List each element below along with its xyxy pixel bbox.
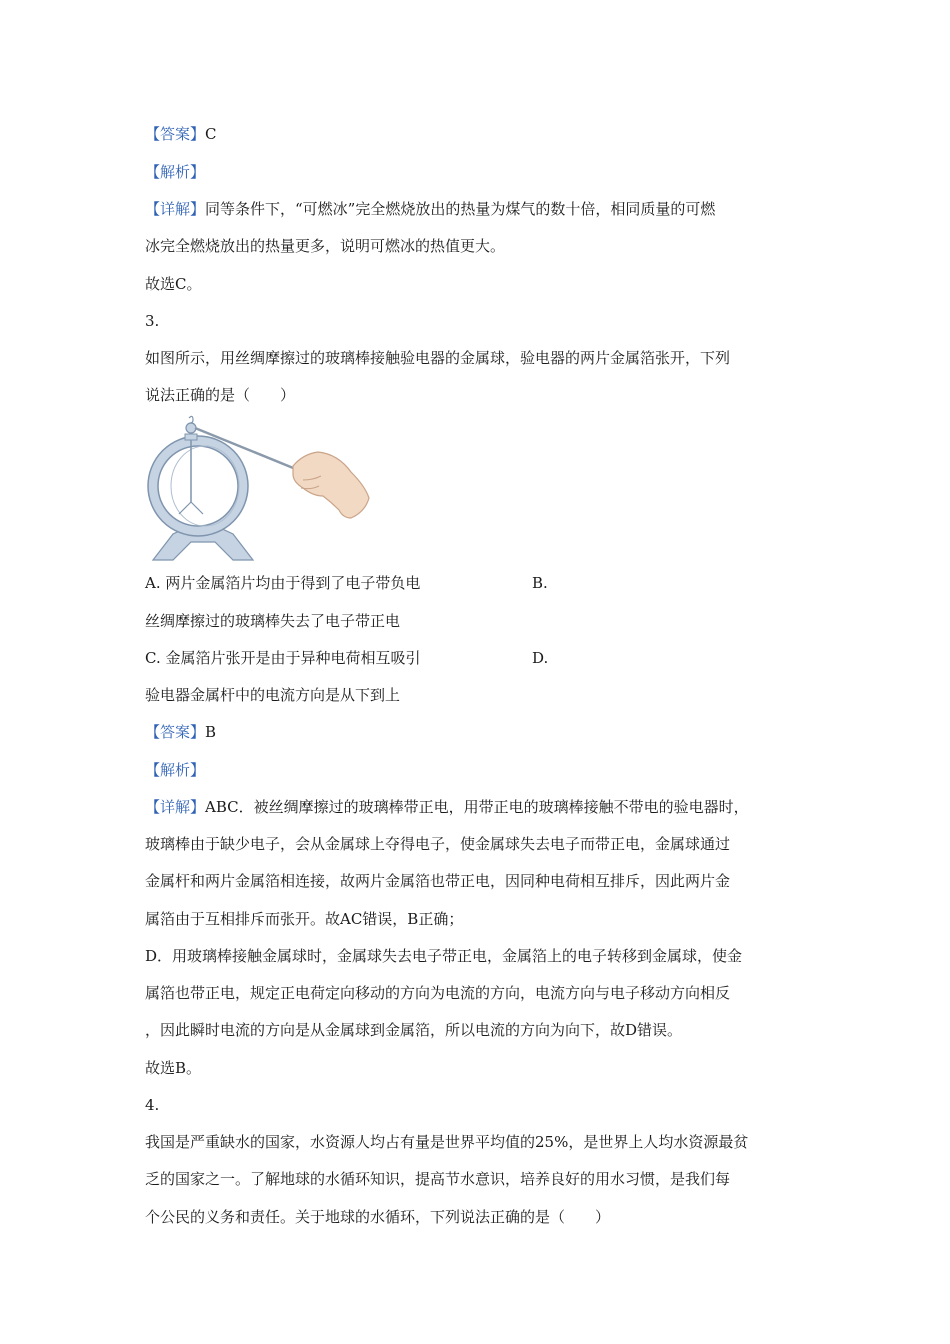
detail-tag: 【详解】 xyxy=(145,200,206,218)
q4-stem-line2: 乏的国家之一。了解地球的水循环知识，提高节水意识，培养良好的用水习惯，是我们每 xyxy=(145,1170,731,1188)
q4-number: 4. xyxy=(145,1096,160,1114)
q3-stem-line1: 如图所示，用丝绸摩擦过的玻璃棒接触验电器的金属球，验电器的两片金属箔张开，下列 xyxy=(145,349,731,367)
q3-option-d-text: 验电器金属杆中的电流方向是从下到上 xyxy=(145,686,401,704)
answer-tag: 【答案】 xyxy=(145,125,206,143)
q2-detail-line2: 冰完全燃烧放出的热量更多，说明可燃冰的热值更大。 xyxy=(145,237,506,255)
electroscope-figure xyxy=(143,414,373,564)
q4-stem-line3: 个公民的义务和责任。关于地球的水循环，下列说法正确的是（ ） xyxy=(145,1208,611,1226)
q3-detail-line7: ，因此瞬时电流的方向是从金属球到金属箔，所以电流的方向为向下，故D错误。 xyxy=(145,1021,683,1039)
q3-option-d-label: D. xyxy=(532,649,549,667)
q2-answer-line xyxy=(145,124,217,144)
q3-detail-line1: 【详解】ABC．被丝绸摩擦过的玻璃棒带正电，用带正电的玻璃棒接触不带电的验电器时， xyxy=(145,798,749,816)
q2-detail-line1: 【详解】同等条件下，“可燃冰”完全燃烧放出的热量为煤气的数十倍，相同质量的可燃 xyxy=(145,200,716,218)
q3-option-c: C. 金属箔片张开是由于异种电荷相互吸引 xyxy=(145,649,421,667)
q3-stem-line2: 说法正确的是（ ） xyxy=(145,386,296,404)
q2-conclusion: 故选C。 xyxy=(145,275,202,293)
answer-value: B xyxy=(205,723,217,741)
q3-detail-line6: 属箔也带正电，规定正电荷定向移动的方向为电流的方向，电流方向与电子移动方向相反 xyxy=(145,984,731,1002)
q3-detail-line4: 属箔由于互相排斥而张开。故AC错误，B正确； xyxy=(145,910,464,928)
q3-answer-line xyxy=(145,722,216,742)
q3-number: 3. xyxy=(145,312,160,330)
q3-option-b-text: 丝绸摩擦过的玻璃棒失去了电子带正电 xyxy=(145,612,401,630)
q3-option-a: A. 两片金属箔片均由于得到了电子带负电 xyxy=(145,574,421,592)
q3-option-b-label: B. xyxy=(532,574,548,592)
q3-detail-line3: 金属杆和两片金属箔相连接，故两片金属箔也带正电，因同种电荷相互排斥，因此两片金 xyxy=(145,872,731,890)
detail-tag: 【详解】 xyxy=(145,798,206,816)
q2-analysis-tag: 【解析】 xyxy=(145,163,206,181)
q3-detail-line2: 玻璃棒由于缺少电子，会从金属球上夺得电子，使金属球失去电子而带正电，金属球通过 xyxy=(145,835,731,853)
answer-value: C xyxy=(205,125,217,143)
answer-tag: 【答案】 xyxy=(145,723,206,741)
q3-analysis-tag: 【解析】 xyxy=(145,761,206,779)
q3-conclusion: 故选B。 xyxy=(145,1059,202,1077)
q4-stem-line1: 我国是严重缺水的国家，水资源人均占有量是世界平均值的25%，是世界上人均水资源最贫 xyxy=(145,1133,749,1151)
q3-detail-line5: D．用玻璃棒接触金属球时，金属球失去电子带正电，金属箔上的电子转移到金属球，使金 xyxy=(145,947,743,965)
